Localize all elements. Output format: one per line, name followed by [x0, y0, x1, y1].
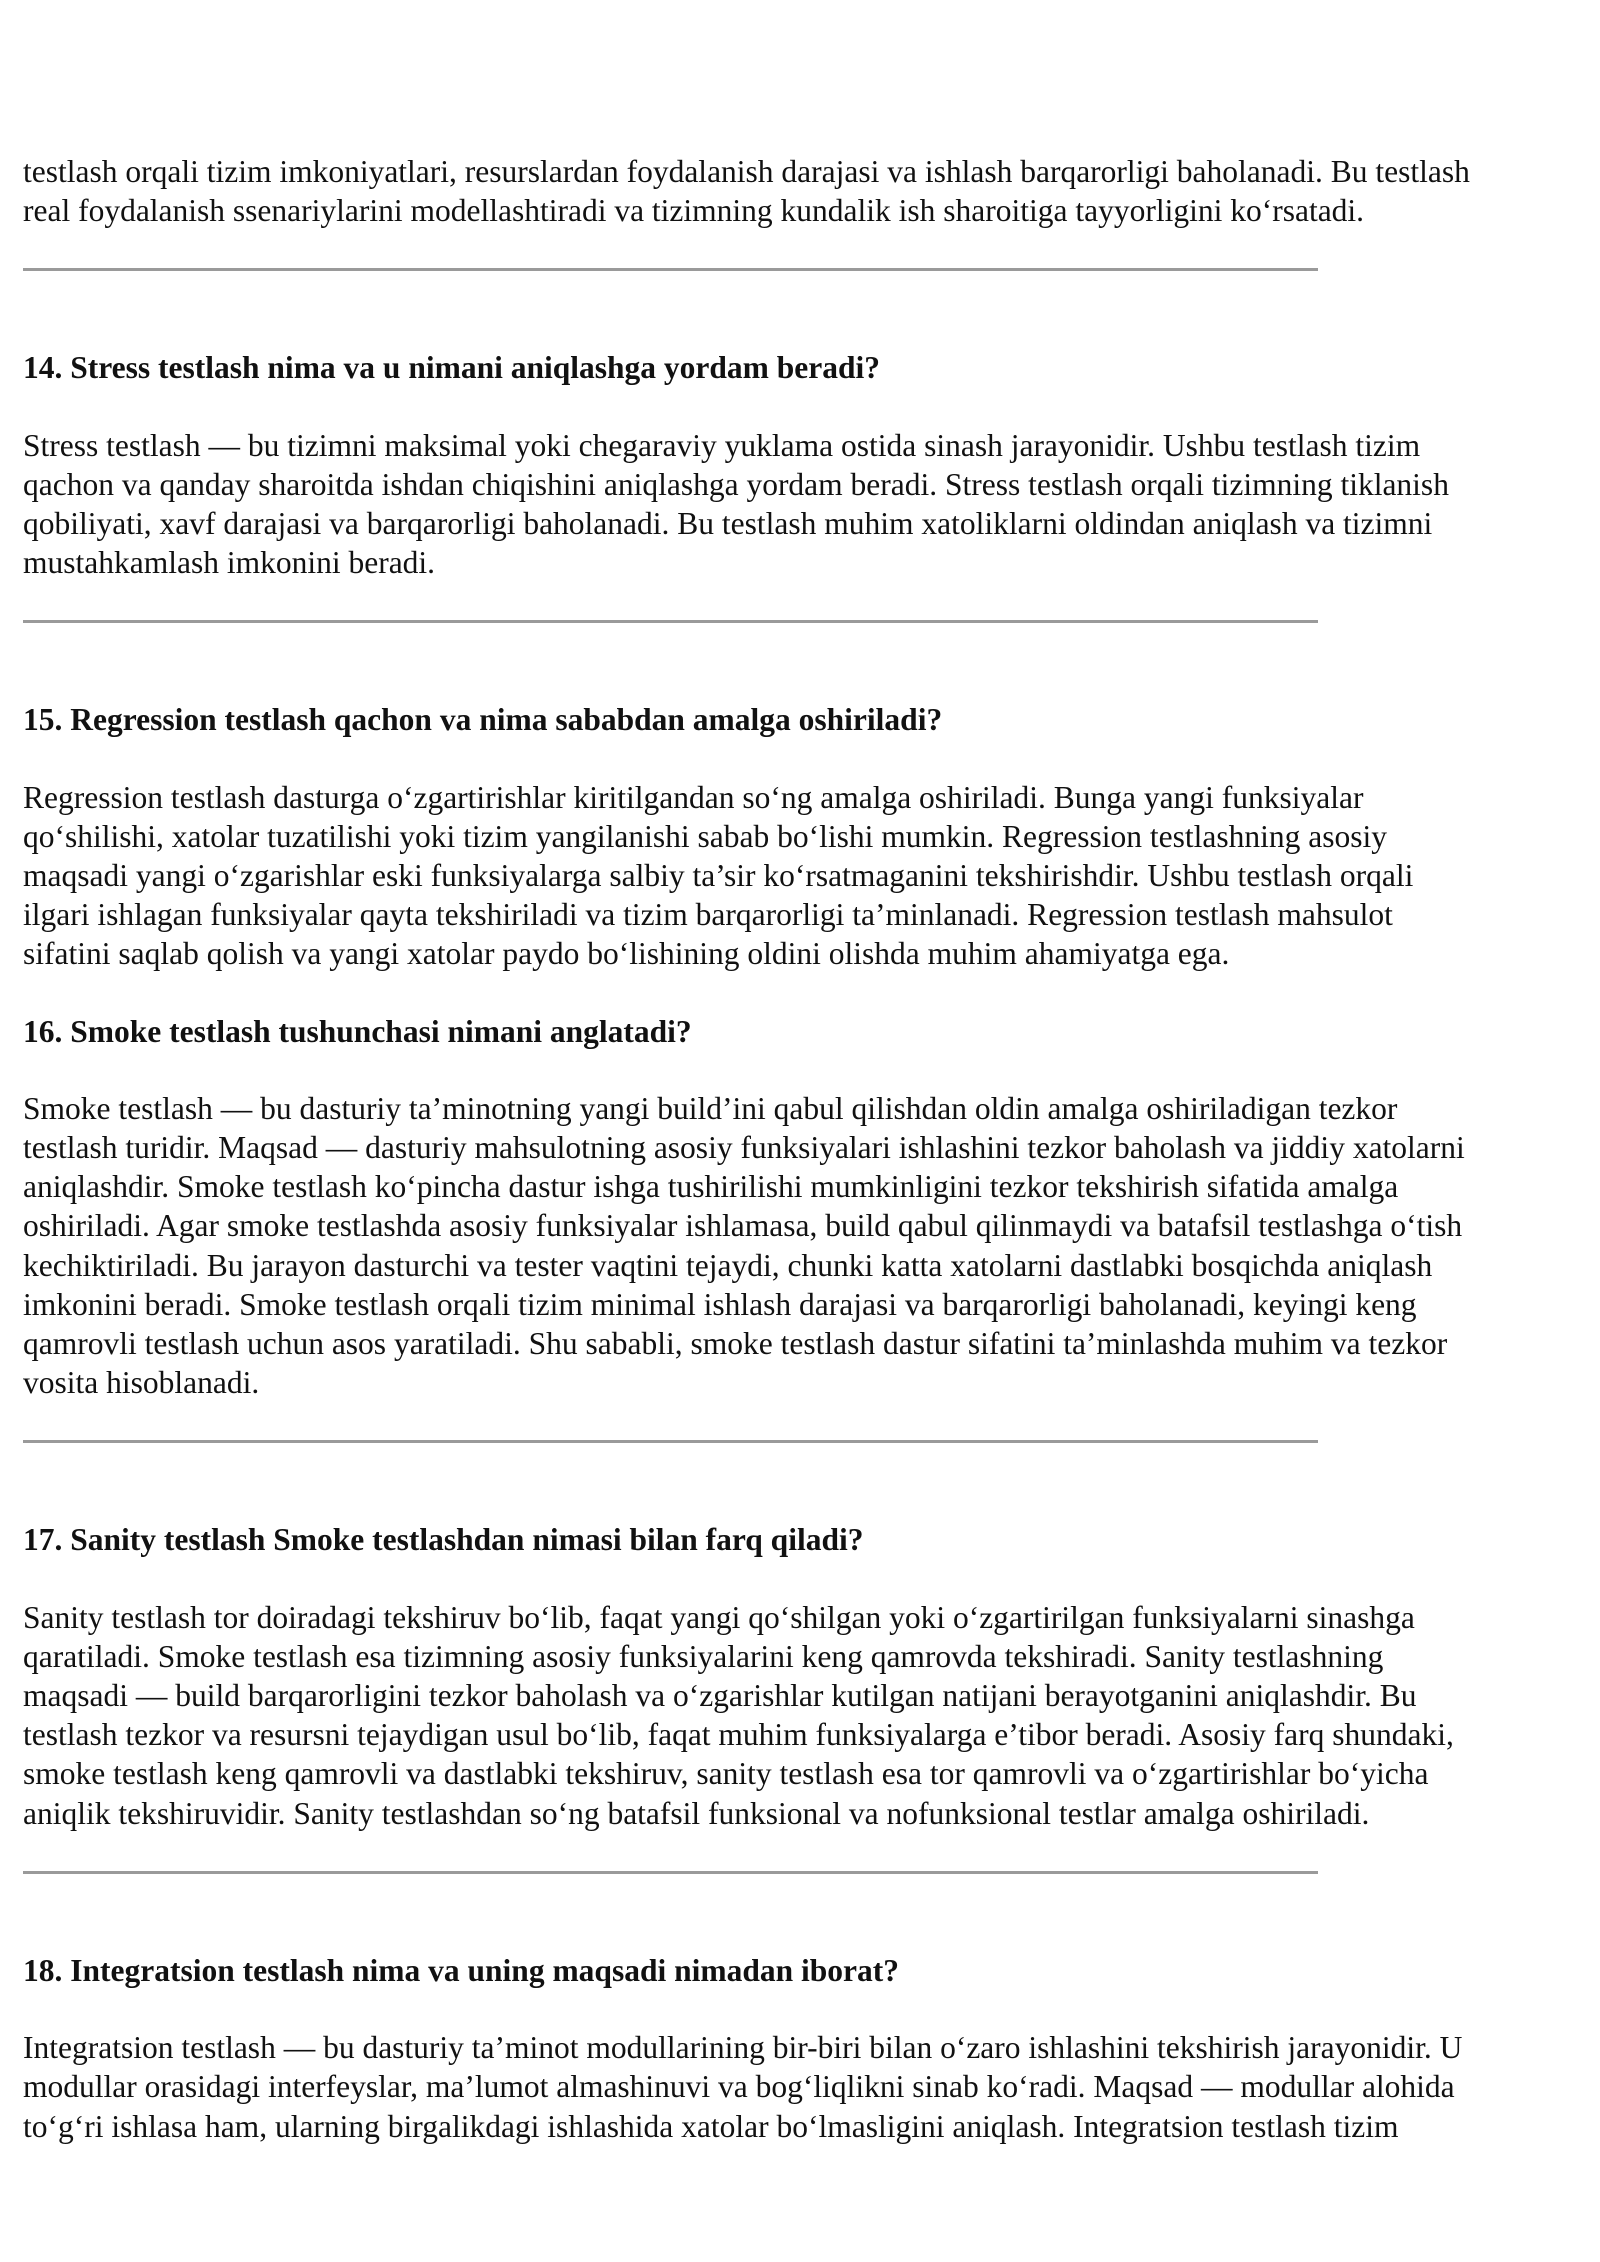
text-line: maqsadi yangi o‘zgarishlar eski funksiyalarga salbiy ta’sir ko‘rsatmaganini tekshirishdir. Ushbu testlash orqali	[23, 858, 1414, 894]
text-line: qachon va qanday sharoitda ishdan chiqishini aniqlashga yordam beradi. Stress testlash orqali tizimning tiklanish	[23, 466, 1449, 502]
text-line: testlash orqali tizim imkoniyatlari, resurslardan foydalanish darajasi va ishlash barqarorligi baholanadi. Bu testlash	[23, 154, 1470, 189]
text-line: Regression testlash dasturga o‘zgartirishlar kiritilgandan so‘ng amalga oshiriladi. Bunga yangi funksiyalar	[23, 779, 1364, 815]
text-line: imkonini beradi. Smoke testlash orqali tizim minimal ishlash darajasi va barqarorligi baholanadi, keyingi keng	[23, 1286, 1417, 1322]
text-line: Sanity testlash tor doiradagi tekshiruv bo‘lib, faqat yangi qo‘shilgan yoki o‘zgartirilgan funksiyalarni sinashga	[23, 1599, 1415, 1635]
text-line: Smoke testlash — bu dasturiy ta’minotning yangi build’ini qabul qilishdan oldin amalga oshiriladigan tezkor	[23, 1090, 1398, 1126]
text-line: vosita hisoblanadi.	[23, 1365, 260, 1401]
text-line: aniqlik tekshiruvidir. Sanity testlashdan so‘ng batafsil funksional va nofunksional testlar amalga oshiriladi.	[23, 1795, 1370, 1831]
section-body-18	[23, 2028, 1583, 2146]
text-line: mustahkamlash imkonini beradi.	[23, 545, 436, 581]
text-line: qamrovli testlash uchun asos yaratiladi. Shu sababli, smoke testlash dastur sifatini ta’minlashda muhim va tezkor	[23, 1326, 1448, 1362]
section-heading-16: 16. Smoke testlash tushunchasi nimani anglatadi?	[23, 1013, 692, 1049]
text-line: sifatini saqlab qolish va yangi xatolar paydo bo‘lishining oldini olishda muhim ahamiyatga ega.	[23, 936, 1230, 972]
text-line: testlash tezkor va resursni tejaydigan usul bo‘lib, faqat muhim funksiyalarga e’tibor beradi. Asosiy farq shundaki,	[23, 1717, 1454, 1753]
text-line: qaratiladi. Smoke testlash esa tizimning asosiy funksiyalarini keng qamrovda tekshiradi. Sanity testlashning	[23, 1638, 1384, 1674]
text-line: qobiliyati, xavf darajasi va barqarorligi baholanadi. Bu testlash muhim xatoliklarni oldindan aniqlash va tizimni	[23, 506, 1433, 542]
document-page	[23, 152, 1583, 2146]
intro-paragraph	[23, 152, 1583, 230]
text-line: Integratsion testlash — bu dasturiy ta’minot modullarining bir-biri bilan o‘zaro ishlashini tekshirish jarayonidir. U	[23, 2030, 1463, 2066]
section-body-16	[23, 1089, 1583, 1403]
section-body-17	[23, 1598, 1583, 1833]
text-line: kechiktiriladi. Bu jarayon dasturchi va tester vaqtini tejaydi, chunki katta xatolarni dastlabki bosqichda aniqlash	[23, 1247, 1433, 1283]
section-heading-17: 17. Sanity testlash Smoke testlashdan nimasi bilan farq qiladi?	[23, 1522, 864, 1558]
section-heading-18: 18. Integratsion testlash nima va uning maqsadi nimadan iborat?	[23, 1952, 900, 1988]
text-line: maqsadi — build barqarorligini tezkor baholash va o‘zgarishlar kutilgan natijani berayotganini aniqlashdir. Bu	[23, 1678, 1417, 1714]
text-line: qo‘shilishi, xatolar tuzatilishi yoki tizim yangilanishi sabab bo‘lishi mumkin. Regression testlashning asosiy	[23, 818, 1387, 854]
text-line: Stress testlash — bu tizimni maksimal yoki chegaraviy yuklama ostida sinash jarayonidir. Ushbu testlash tizim	[23, 427, 1421, 463]
text-line: to‘g‘ri ishlasa ham, ularning birgalikdagi ishlashida xatolar bo‘lmasligini aniqlash. Integratsion testlash tizim	[23, 2108, 1399, 2144]
text-line: aniqlashdir. Smoke testlash ko‘pincha dastur ishga tushirilishi mumkinligini tezkor tekshirish sifatida amalga	[23, 1169, 1399, 1205]
section-body-15	[23, 778, 1583, 974]
text-line: ilgari ishlagan funksiyalar qayta tekshiriladi va tizim barqarorligi ta’minlanadi. Regression testlash mahsulot	[23, 897, 1393, 933]
section-body-14	[23, 426, 1583, 583]
section-heading-15: 15. Regression testlash qachon va nima sababdan amalga oshiriladi?	[23, 702, 943, 738]
section-heading-14: 14. Stress testlash nima va u nimani aniqlashga yordam beradi?	[23, 350, 881, 386]
text-line: oshiriladi. Agar smoke testlashda asosiy funksiyalar ishlamasa, build qabul qilinmaydi va batafsil testlashga o‘tish	[23, 1208, 1463, 1244]
text-line: modullar orasidagi interfeyslar, ma’lumot almashinuvi va bog‘liqlikni sinab ko‘radi. Maqsad — modullar alohida	[23, 2069, 1455, 2105]
text-line: smoke testlash keng qamrovli va dastlabki tekshiruv, sanity testlash esa tor qamrovli va o‘zgartirishlar bo‘yicha	[23, 1756, 1429, 1792]
text-line: testlash turidir. Maqsad — dasturiy mahsulotning asosiy funksiyalari ishlashini tezkor baholash va jiddiy xatolarni	[23, 1130, 1465, 1166]
text-line: real foydalanish ssenariylarini modellashtiradi va tizimning kundalik ish sharoitiga tayyorligini ko‘rsatadi.	[23, 193, 1365, 229]
